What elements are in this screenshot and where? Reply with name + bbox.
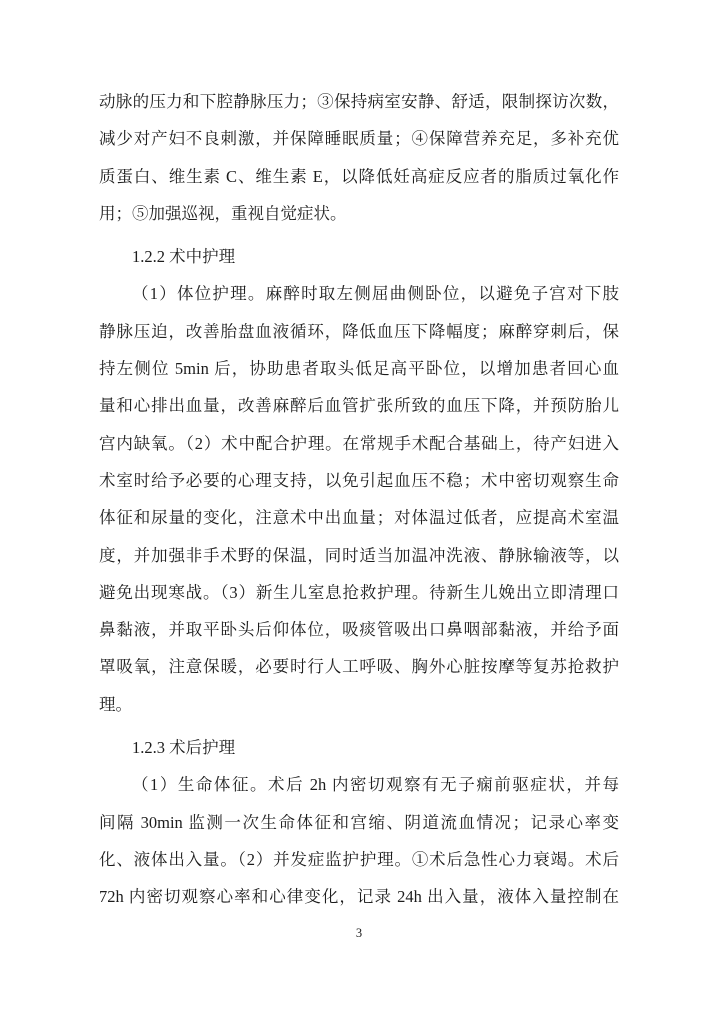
section-heading-line: 1.2.3 术后护理	[132, 738, 236, 758]
text-line: （1）体位护理。麻醉时取左侧屈曲侧卧位，以避免子宫对下肢	[132, 284, 619, 304]
text-line: 术室时给予必要的心理支持，以免引起血压不稳；术中密切观察生命	[99, 470, 619, 490]
text-line: 度，并加强非手术野的保温，同时适当加温冲洗液、静脉输液等，以	[99, 545, 619, 565]
text-line: 体征和尿量的变化，注意术中出血量；对体温过低者，应提高术室温	[99, 508, 619, 528]
text-line: 罩吸氧，注意保暖，必要时行人工呼吸、胸外心脏按摩等复苏抢救护	[99, 657, 619, 677]
text-line: 宫内缺氧。（2）术中配合护理。在常规手术配合基础上，待产妇进入	[99, 433, 619, 453]
text-line: 间隔 30min 监测一次生命体征和宫缩、阴道流血情况；记录心率变	[99, 812, 619, 832]
text-line: 动脉的压力和下腔静脉压力；③保持病室安静、舒适，限制探访次数，	[99, 92, 619, 111]
text-line: 质蛋白、维生素 C、维生素 E，以降低妊高症反应者的脂质过氧化作	[99, 166, 619, 186]
text-line: 避免出现寒战。（3）新生儿室息抢救护理。待新生儿娩出立即清理口	[99, 582, 619, 602]
text-line: 静脉压迫，改善胎盘血液循环，降低血压下降幅度；麻醉穿刺后，保	[99, 321, 619, 341]
text-line: 量和心排出血量，改善麻醉后血管扩张所致的血压下降，并预防胎儿	[99, 396, 619, 416]
text-line: 72h 内密切观察心率和心律变化，记录 24h 出入量，液体入量控制在	[99, 887, 619, 907]
text-line: 用；⑤加强巡视，重视自觉症状。	[99, 203, 347, 223]
page-footer	[99, 926, 619, 941]
text-body	[99, 83, 619, 916]
text-line: 化、液体出入量。（2）并发症监护护理。①术后急性心力衰竭。术后	[99, 849, 619, 869]
section-heading-line: 1.2.2 术中护理	[132, 247, 236, 267]
text-line: 理。	[99, 694, 132, 714]
text-line: 持左侧位 5min 后，协助患者取头低足高平卧位，以增加患者回心血	[99, 359, 619, 379]
text-line: （1）生命体征。术后 2h 内密切观察有无子痫前驱症状，并每	[132, 775, 619, 795]
text-line: 鼻黏液，并取平卧头后仰体位，吸痰管吸出口鼻咽部黏液，并给予面	[99, 620, 619, 640]
text-line: 减少对产妇不良刺激，并保障睡眠质量；④保障营养充足，多补充优	[99, 129, 619, 149]
page-number: 3	[355, 926, 363, 940]
